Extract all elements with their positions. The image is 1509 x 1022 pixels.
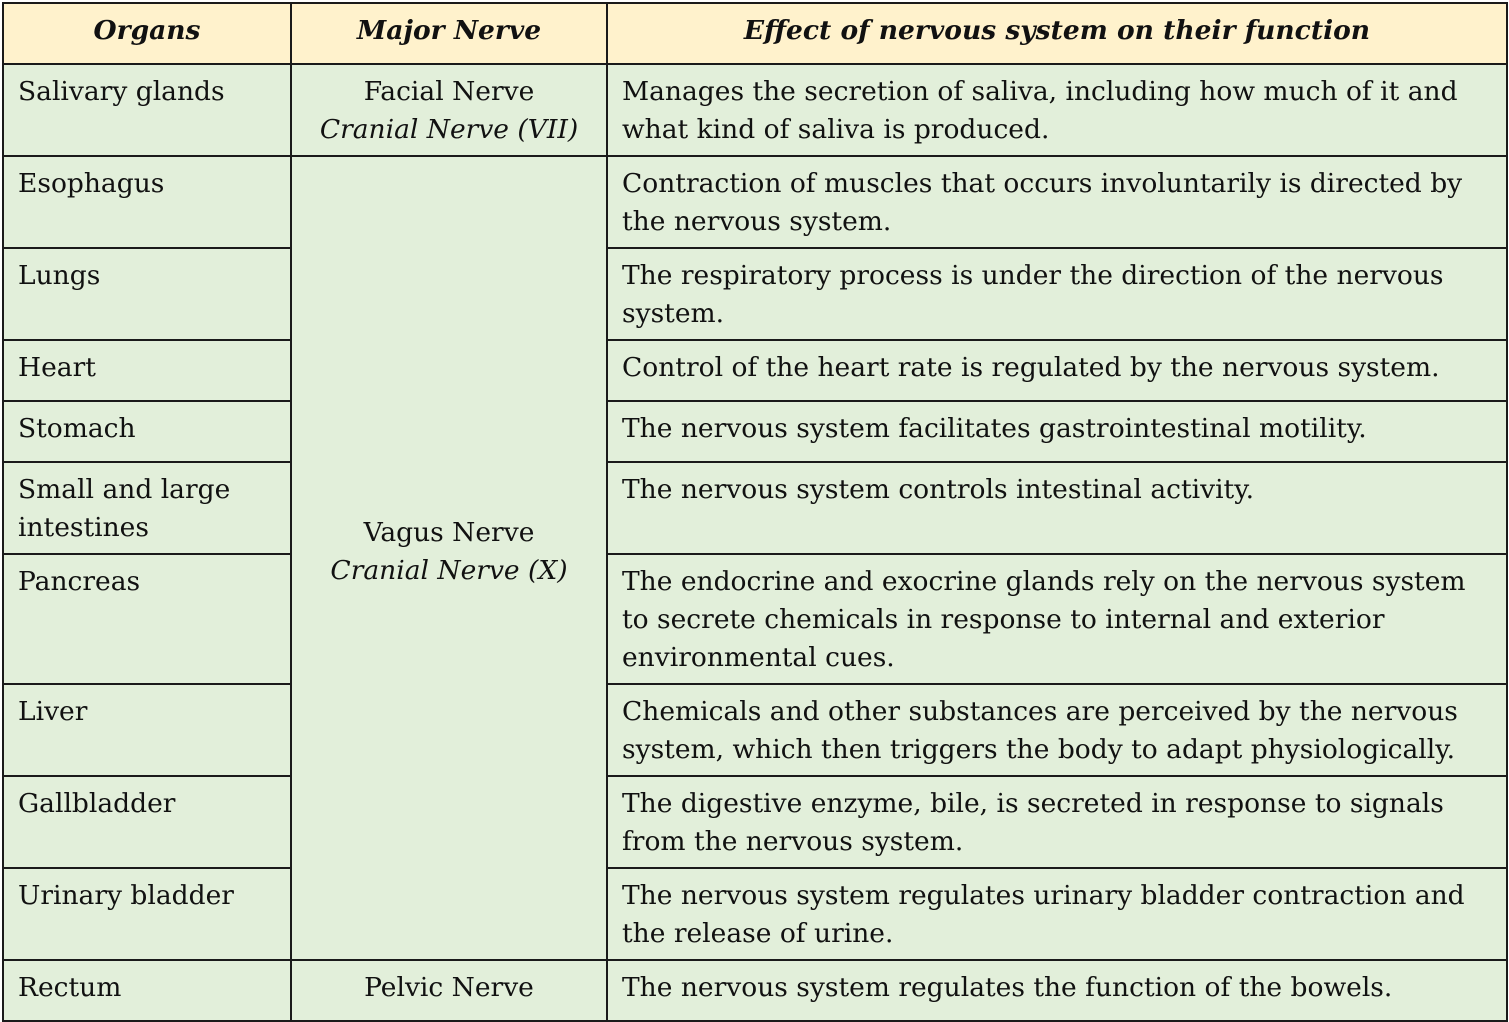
table-row [3, 684, 1507, 776]
table-row [3, 401, 1507, 462]
organ-cell: Salivary glands [3, 64, 291, 156]
effect-cell: The nervous system facilitates gastrointestinal motility. [607, 401, 1507, 462]
nerve-name: Pelvic Nerve [364, 972, 534, 1003]
effect-cell: Chemicals and other substances are perceived by the nervous system, which then triggers the body to adapt physiologically. [607, 684, 1507, 776]
table-row [3, 156, 1507, 248]
organ-cell: Urinary bladder [3, 868, 291, 960]
nerve-organ-table [2, 2, 1508, 1022]
table-row [3, 554, 1507, 684]
effect-cell: The digestive enzyme, bile, is secreted in response to signals from the nervous system. [607, 776, 1507, 868]
organ-cell: Heart [3, 340, 291, 401]
table-row [3, 868, 1507, 960]
table-row [3, 960, 1507, 1021]
organ-cell: Gallbladder [3, 776, 291, 868]
header-effect: Effect of nervous system on their function [607, 3, 1507, 64]
cranial-nerve-label: Cranial Nerve (VII) [319, 114, 579, 145]
effect-cell: The endocrine and exocrine glands rely on the nervous system to secrete chemicals in response to internal and exterior environmental cues. [607, 554, 1507, 684]
effect-cell: Manages the secretion of saliva, including how much of it and what kind of saliva is produced. [607, 64, 1507, 156]
organ-cell: Rectum [3, 960, 291, 1021]
organ-cell: Stomach [3, 401, 291, 462]
effect-cell: Contraction of muscles that occurs involuntarily is directed by the nervous system. [607, 156, 1507, 248]
nerve-cell-vagus [291, 156, 607, 960]
effect-cell: The nervous system controls intestinal activity. [607, 462, 1507, 554]
table-row [3, 340, 1507, 401]
nerve-name: Vagus Nerve [363, 517, 535, 548]
header-row [3, 3, 1507, 64]
header-major-nerve: Major Nerve [291, 3, 607, 64]
effect-cell: Control of the heart rate is regulated by the nervous system. [607, 340, 1507, 401]
nerve-name: Facial Nerve [363, 76, 535, 107]
table-row [3, 64, 1507, 156]
cranial-nerve-label: Cranial Nerve (X) [330, 555, 568, 586]
nerve-cell-pelvic [291, 960, 607, 1021]
organ-cell: Liver [3, 684, 291, 776]
effect-cell: The respiratory process is under the direction of the nervous system. [607, 248, 1507, 340]
header-organs: Organs [3, 3, 291, 64]
table-row [3, 248, 1507, 340]
organ-cell: Small and large intestines [3, 462, 291, 554]
effect-cell: The nervous system regulates the function of the bowels. [607, 960, 1507, 1021]
table-row [3, 776, 1507, 868]
organ-cell: Esophagus [3, 156, 291, 248]
organ-cell: Lungs [3, 248, 291, 340]
effect-cell: The nervous system regulates urinary bladder contraction and the release of urine. [607, 868, 1507, 960]
nerve-cell-facial [291, 64, 607, 156]
table-row [3, 462, 1507, 554]
organ-cell: Pancreas [3, 554, 291, 684]
